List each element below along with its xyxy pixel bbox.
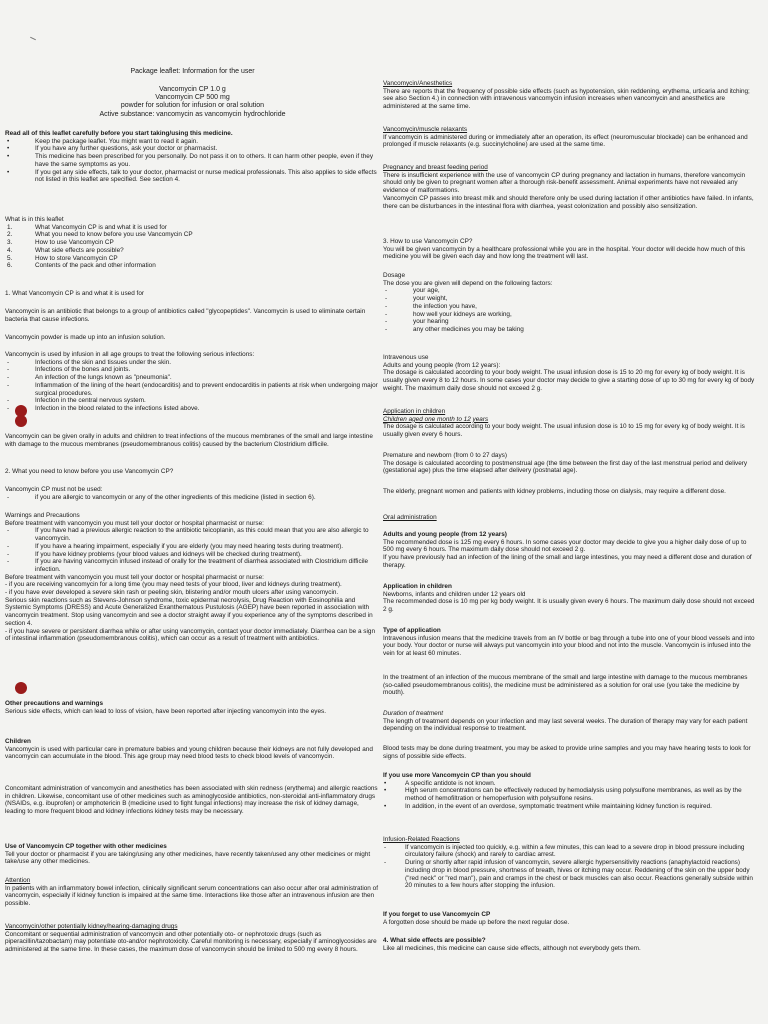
pregnancy-text-2: Vancomycin CP passes into breast milk and should therefore only be used during lactation if other antibiotics have failed. In infants, there can be disturbances in the intestinal flora with diarrhea, yeast colonization and possibly also sensitization. — [383, 194, 754, 210]
oral-adults-text: The recommended dose is 125 mg every 6 hours. In some cases your doctor may decide to give you a higher daily dose of up to 500 mg every 6 hours. The maximum daily dose should not exceed 2 g. — [383, 538, 747, 554]
type-application-text-2: In the treatment of an infection of the mucous membrane of the small and large intestine with damage to the mucous membranes (so-called pseudomembranous colitis), the medicine must be administered as a solution for oral use (you take the medicine by mouth). — [383, 674, 748, 697]
dosage-heading: Dosage — [383, 272, 406, 279]
list-item: • A specific antidote is not known. — [384, 779, 496, 787]
warnings-intro: Before treatment with vancomycin you must tell your doctor or hospital pharmacist or nurse: — [5, 519, 264, 527]
list-item: • This medicine has been prescribed for you personally. Do not pass it on to others. It can harm other people, even if they have the same symptoms as you. — [7, 153, 374, 168]
product-name-1: Vancomycin CP 1.0 g — [159, 86, 226, 93]
section-4 — [383, 937, 755, 952]
duration-section — [383, 710, 755, 733]
pregnancy-heading: Pregnancy and breast feeding period — [383, 164, 488, 171]
list-item: - Infection in the central nervous system. — [7, 397, 146, 405]
muscle-relaxants-heading: Vancomycin/muscle relaxants — [383, 126, 468, 133]
list-item: - If you are having vancomycin infused instead of orally for the treatment of diarrhea associated with Clostridium difficile infection. — [7, 558, 369, 573]
list-item: • If you have any further questions, ask your doctor or pharmacist. — [7, 145, 218, 153]
dosage-section — [383, 272, 755, 334]
muscle-relaxants-section — [383, 126, 755, 149]
type-application-text: Intravenous infusion means that the medicine travels from an IV bottle or bag through a tube into one of your blood vessels and into your body. Your doctor or nurse will always put vancomycin into your blood and not into the muscle. Vancomycin is infused into the vein for at least 60 minutes. — [383, 634, 755, 658]
anesthetics-heading: Vancomycin/Anesthetics — [383, 80, 453, 87]
overdose-heading: If you use more Vancomycin CP than you should — [383, 772, 531, 779]
premature-heading: Premature and newborn (from 0 to 27 days) — [383, 452, 507, 459]
other-precautions-section — [5, 700, 380, 715]
section-1-p2: Vancomycin powder is made up into an infusion solution. — [5, 334, 166, 341]
attention-text: In patients with an inflammatory bowel infection, clinically significant serum concentrations can also occur after oral administration of vancomycin, especially if kidney function is impaired at the same time. Interactions like those after an intravenous infusion are then possible. — [5, 884, 378, 908]
use-other-heading: Use of Vancomycin CP together with other medicines — [5, 843, 167, 850]
warnings-section — [5, 512, 380, 643]
list-item: - An infection of the lungs known as "pneumonia". — [7, 374, 172, 382]
list-item: - If vancomycin is injected too quickly, e.g. within a few minutes, this can lead to a severe drop in blood pressure including circulatory failure (shock) and rarely to cardiac arrest. — [384, 843, 745, 859]
warnings-p2: Before treatment with vancomycin you must tell your doctor or hospital pharmacist or nurse: — [5, 573, 264, 581]
anesthetics-text: There are reports that the frequency of possible side effects (such as hypotension, skin reddening, erythema, urticaria and itching; see also Section 4.) in connection with intravenous vancomycin infusion increases when vancomycin and anesthetics are administered at the same time. — [383, 87, 750, 111]
toc-item: 4. What side effects are possible? — [7, 246, 124, 254]
scan-mark — [30, 37, 36, 40]
product-name-2: Vancomycin CP 500 mg — [155, 94, 230, 102]
section-1-indications — [5, 351, 380, 413]
section-3-text: You will be given vancomycin by a healthcare professional while you are in the hospital. Your doctor will decide how much of this medicine you will be given each day and how long the treatment will last. — [383, 245, 746, 261]
elderly-text: The elderly, pregnant women and patients with kidney problems, including those on dialysis, may require a different dose. — [383, 488, 726, 495]
oral-children-heading: Application in children — [383, 583, 452, 590]
application-children-text: The dosage is calculated according to your body weight. The usual infusion dose is 10 to 15 mg for every kg of body weight. It is usually given every 6 hours. — [383, 423, 745, 439]
intravenous-section — [383, 354, 755, 393]
overdose-section — [383, 772, 755, 811]
redaction-mark — [15, 682, 27, 694]
duration-heading: Duration of treatment — [383, 710, 444, 717]
intravenous-subheading: Adults and young people (from 12 years): — [383, 361, 501, 369]
active-substance: Active substance: vancomycin as vancomycin hydrochloride — [99, 110, 286, 118]
list-item: - your age, — [385, 287, 440, 295]
oto-heading: Vancomycin/other potentially kidney/hearing-damaging drugs — [5, 923, 178, 930]
list-item: - If you have had a previous allergic reaction to the antibiotic teicoplanin, as this could mean that you are also allergic to vancomycin. — [7, 527, 369, 543]
oral-children-subheading: Newborns, infants and children under 12 years old — [383, 590, 526, 598]
oral-children-section — [383, 583, 755, 614]
must-not-heading: Vancomycin CP must not be used: — [5, 486, 103, 493]
oral-adults-heading: Adults and young people (from 12 years) — [383, 531, 507, 538]
type-application-heading: Type of application — [383, 627, 441, 634]
pregnancy-section — [383, 164, 755, 210]
concomitant-text: Concomitant administration of vancomycin and anesthetics has been associated with skin redness (erythema) and allergic reactions in children. Likewise, concomitant use of other medicines such as aminoglycoside antibiotics, non-steroidal anti-inflammatory drugs (NSAIDs, e.g. ibuprofen) or amphotericin B (medicine used to fight fungal infections) may increase the risk of kidney damage, leading to more frequent blood and kidney infections kidney tests may be necessary. — [5, 785, 378, 816]
pregnancy-text-1: There is insufficient experience with the use of vancomycin CP during pregnancy and lactation in humans, therefore vancomycin should only be given to pregnant women after a thorough risk-benefit assessment. Animal experiments have not revealed any evidence of malformations. — [383, 171, 746, 195]
toc-item: 5. How to store Vancomycin CP — [7, 254, 118, 262]
oral-adults-section — [383, 531, 755, 570]
premature-section — [383, 452, 755, 475]
intro-heading: Read all of this leaflet carefully before you start taking/using this medicine. — [5, 130, 233, 137]
list-item: - Infections of the skin and tissues under the skin. — [7, 358, 172, 366]
must-not-section — [5, 486, 380, 501]
infusion-reactions-section — [383, 836, 755, 890]
section-3 — [383, 238, 755, 261]
toc-item: 3. How to use Vancomycin CP — [7, 239, 114, 247]
blood-tests-text: Blood tests may be done during treatment, you may be asked to provide urine samples and you may have hearing tests to look for signs of possible side effects. — [383, 745, 751, 760]
anesthetics-section — [383, 80, 755, 111]
type-application-section — [383, 627, 755, 658]
list-item: - If you have a hearing impairment, especially if you are elderly (you may need hearing tests during treatment). — [7, 542, 343, 550]
toc-item: 1. What Vancomycin CP is and what it is used for — [7, 223, 167, 231]
indications-intro: Vancomycin is used by infusion in all age groups to treat the following serious infections: — [5, 351, 255, 358]
oral-adults-text-2: If you have previously had an infection of the lining of the small and large intestines, you may need a different dose and duration of therapy. — [383, 554, 752, 569]
warnings-heading: Warnings and Precautions — [5, 512, 80, 519]
attention-heading: Attention — [5, 877, 31, 884]
muscle-relaxants-text: If vancomycin is administered during or immediately after an operation, its effect (neuromuscular blockade) can be enhanced and prolonged if muscle relaxants (e.g. succinylcholine) are used at the same time. — [383, 133, 748, 149]
intravenous-text: The dosage is calculated according to your body weight. The usual infusion dose is 15 to 20 mg for every kg of body weight. It is usually given every 8 to 12 hours. In some cases your doctor may decide to give a starting dose of up to 30 mg for every kg of body weight. The maximum daily dose should not exceed 2 g. — [383, 369, 755, 392]
toc-section — [5, 216, 380, 270]
oto-text: Concomitant or sequential administration of vancomycin and other potentially oto- or nephrotoxic drugs (such as piperacillin/tazobactam) may potentiate oto-and/or nephrotoxicity. Careful monitoring is necessary, especially if aminoglycosides are administered at the same time. In these cases, the maximum dose of vancomycin should be limited to 500 mg every 8 hours. — [5, 930, 377, 954]
redaction-mark — [15, 415, 27, 427]
section-1-heading: 1. What Vancomycin CP is and what it is used for — [5, 290, 144, 297]
product-form: powder for solution for infusion or oral solution — [120, 102, 265, 110]
dosage-intro: The dose you are given will depend on the following factors: — [383, 279, 553, 287]
toc-item: 6. Contents of the pack and other information — [7, 262, 156, 270]
oto-section — [5, 923, 380, 954]
children-section — [5, 738, 380, 761]
intro-section — [5, 130, 380, 184]
oral-heading: Oral administration — [383, 514, 437, 521]
list-item: - If you have kidney problems (your blood values and kidneys will be checked during treatment). — [7, 550, 302, 558]
warnings-p6: - if you have severe or persistent diarrhea while or after using vancomycin, contact your doctor immediately. Diarrhea can be a sign of intestinal inflammation (pseudomembranous colitis), which can occur as a result of treatment with antibiotics. — [5, 627, 376, 643]
forget-heading: If you forget to use Vancomycin CP — [383, 911, 491, 918]
oral-children-text: The recommended dose is 10 mg per kg body weight. It is usually given every 6 hours. The maximum daily dose should not exceed 2 g. — [383, 598, 755, 614]
children-text: Vancomycin is used with particular care in premature babies and young children because their kidneys are not fully developed and vancomycin can accumulate in the blood. This age group may need blood tests to check blood levels of vancomycin. — [5, 745, 373, 761]
application-children-heading: Application in children — [383, 408, 446, 415]
section-4-heading: 4. What side effects are possible? — [383, 937, 486, 944]
forget-text: A forgotten dose should be made up before the next regular dose. — [383, 918, 570, 926]
warnings-p3: - if you are receiving vancomycin for a long time (you may need tests of your blood, liver and kidneys during treatment). — [5, 581, 342, 589]
list-item: • In addition, in the event of an overdose, symptomatic treatment while maintaining kidney function is required. — [384, 802, 712, 810]
warnings-p5: Serious skin reactions such as Stevens-Johnson syndrome, toxic epidermal necrolysis, Drug Reaction with Eosinophilia and Systemic Symptoms (DRESS) and Acute Generalized Exanthematous Pustulosis (AGEP) have been reported in association with vancomycin treatment. Stop using vancomycin and see a doctor straight away if you experience any of the symptoms described in section 4. — [5, 596, 373, 627]
list-item: - Infection in the blood related to the infections listed above. — [7, 404, 200, 412]
leaflet-title: Package leaflet: Information for the user — [130, 68, 255, 75]
list-item: • If you get any side effects, talk to your doctor, pharmacist or nurse medical professionals. This also applies to side effects not listed in this leaflet are specified. See section 4. — [7, 168, 377, 184]
list-item: - your weight, — [385, 295, 448, 303]
list-item: • High serum concentrations can be effectively reduced by hemodialysis using polysulfone membranes, as well as by the method of hemofiltration or hemoperfusion with polysulfone resins. — [384, 787, 742, 803]
use-other-text: Tell your doctor or pharmacist if you are taking/using any other medicines, have recently taken/used any other medicines or might take/use any other medicines. — [5, 850, 371, 866]
toc-heading: What is in this leaflet — [5, 216, 64, 223]
attention-section — [5, 877, 380, 908]
list-item: - Infections of the bones and joints. — [7, 366, 131, 374]
infusion-reactions-heading: Infusion-Related Reactions — [383, 836, 460, 843]
product-header — [5, 86, 380, 119]
section-2-heading: 2. What you need to know before you use Vancomycin CP? — [5, 468, 174, 475]
list-item: - how well your kidneys are working, — [385, 310, 512, 318]
forget-section — [383, 911, 755, 926]
other-precautions-heading: Other precautions and warnings — [5, 700, 104, 707]
premature-text: The dosage is calculated according to postmenstrual age (the time between the first day of the last menstrual period and delivery (gestational age) plus the time elapsed after delivery (postnatal age). — [383, 459, 748, 475]
list-item: • Keep the package leaflet. You might want to read it again. — [7, 137, 199, 145]
list-item: - Inflammation of the lining of the heart (endocarditis) and to prevent endocarditis in patients at risk when undergoing major surgical procedures. — [7, 381, 378, 397]
toc-item: 2. What you need to know before you use Vancomycin CP — [7, 231, 193, 239]
children-heading: Children — [5, 738, 31, 745]
section-4-text: Like all medicines, this medicine can cause side effects, although not everybody gets them. — [383, 944, 641, 952]
application-children-section — [383, 408, 755, 439]
list-item: - During or shortly after rapid infusion of vancomycin, severe allergic hypersensitivity reactions (anaphylactoid reactions) including drop in blood pressure, shortness of breath, hives or itching may occur. Reddening of the skin on the upper body ("red neck" or "red man"), pain and cramps in the chest or back muscles can also occur. Reactions generally subside within 20 minutes to a few hours after stopping the infusion. — [384, 859, 753, 890]
list-item: - if you are allergic to vancomycin or any of the other ingredients of this medicine (listed in section 6). — [7, 493, 316, 501]
list-item: - the infection you have, — [385, 302, 477, 310]
duration-text: The length of treatment depends on your infection and may last several weeks. The duration of therapy may vary for each patient depending on the individual response to treatment. — [383, 717, 748, 733]
section-3-heading: 3. How to use Vancomycin CP? — [383, 238, 473, 245]
section-1-p1: Vancomycin is an antibiotic that belongs to a group of antibiotics called "glycopeptides". Vancomycin is used to eliminate certain bacteria that cause infections. — [5, 308, 366, 323]
warnings-p4: - if you have ever developed a severe skin rash or peeling skin, blistering and/or mouth ulcers after using vancomycin. — [5, 589, 339, 597]
use-other-medicines-section — [5, 843, 380, 866]
intravenous-heading: Intravenous use — [383, 354, 429, 361]
list-item: - your hearing — [385, 318, 449, 326]
application-children-subheading: Children aged one month to 12 years — [383, 415, 489, 423]
other-precautions-text: Serious side effects, which can lead to loss of vision, have been reported after injecting vancomycin into the eyes. — [5, 707, 327, 715]
section-1-p4: Vancomycin can be given orally in adults and children to treat infections of the mucous membranes of the small and large intestine with damage to the mucous membranes (pseudomembranous colitis) caused by the bacterium Clostridium difficile. — [5, 433, 373, 448]
list-item: - any other medicines you may be taking — [385, 325, 524, 333]
